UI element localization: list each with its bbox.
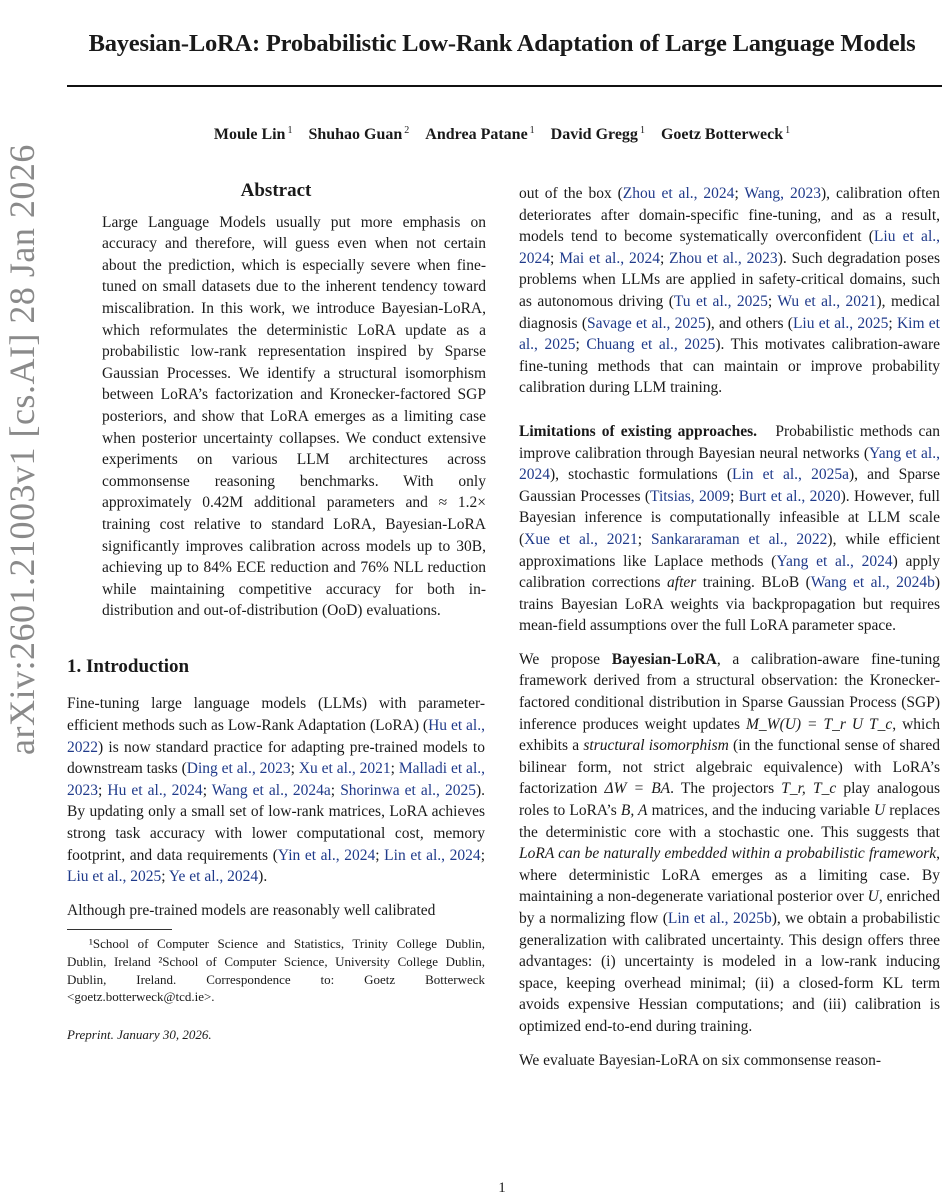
citation-link[interactable]: Wang et al., 2024b: [810, 574, 935, 592]
author: Goetz Botterweck $^1$: [660, 125, 791, 144]
proposal-paragraph: We propose Bayesian-LoRA, a calibration-aware fine-tuning framework derived from a structural observation: the Kronecker-factored conditional distribution in Sparse Gaussian Process (SGP) inference produces weight updates M_W(U) = T_r U T_c, which exhibits a structural isomorphism (in the functional sense of shared bilinear form, not strict algebraic equivalence) with LoRA’s factorization ΔW = BA. The projectors T_r, T_c play analogous roles to LoRA’s B, A matrices, and the inducing variable U replaces the deterministic core with a stochastic one. This suggests that LoRA can be naturally embedded within a probabilistic framework, where deterministic LoRA emerges as a limiting case. By maintaining a non-degenerate variational posterior over U, enriched by a normalizing flow (Lin et al., 2025b), we obtain a probabilistic generalization with calibrated uncertainty. This design offers three advantages: (i) uncertainty is modeled in a low-rank inducing space, keeping overhead minimal; (ii) a closed-form KL term avoids expensive Hessian computations; and (iii) calibration is optimized end-to-end during training.: [519, 650, 941, 1035]
citation-link[interactable]: Mai et al., 2024: [559, 249, 660, 267]
abstract-heading: Abstract: [240, 180, 312, 201]
title-rule: [67, 85, 942, 87]
paragraph-run-in-heading: Limitations of existing approaches.: [519, 422, 758, 440]
section-heading-introduction: 1. Introduction: [67, 655, 190, 677]
left-column: [67, 180, 485, 1045]
math-expression: U: [873, 802, 886, 820]
citation-link[interactable]: Lin et al., 2025a: [731, 466, 849, 484]
citation-link[interactable]: Ye et al., 2024: [168, 868, 259, 886]
evaluation-paragraph-start: We evaluate Bayesian-LoRA on six commonsense reason-: [519, 1051, 882, 1069]
math-expression: M_W(U) = T_r U T_c: [746, 715, 893, 733]
citation-link[interactable]: Zhou et al., 2023: [669, 249, 778, 267]
intro-paragraph-1: Fine-tuning large language models (LLMs) with parameter-efficient methods such as Low-Rank Adaptation (LoRA) (Hu et al., 2022) is now standard practice for adapting pre-trained models to downstream tasks (Ding et al., 2023; Xu et al., 2021; Malladi et al., 2023; Hu et al., 2024; Wang et al., 2024a; Shorinwa et al., 2025). By updating only a small set of low-rank matrices, LoRA achieves strong task accuracy with lower computational cost, memory footprint, and data requirements (Yin et al., 2024; Lin et al., 2024; Liu et al., 2025; Ye et al., 2024).: [67, 695, 485, 886]
math-expression: U: [867, 888, 879, 906]
paper-title: Bayesian-LoRA: Probabilistic Low-Rank Adaptation of Large Language Models: [88, 30, 916, 57]
citation-link[interactable]: Lin et al., 2024: [384, 846, 481, 864]
limitations-paragraph: Limitations of existing approaches. Probabilistic methods can improve calibration through Bayesian neural networks (Yang et al., 2024), stochastic formulations (Lin et al., 2025a), and Sparse Gaussian Processes (Titsias, 2009; Burt et al., 2020). However, full Bayesian inference is computationally infeasible at LLM scale (Xue et al., 2021; Sankararaman et al., 2022), while efficient approximations like Laplace methods (Yang et al., 2024) apply calibration corrections after training. BLoB (Wang et al., 2024b) trains Bayesian LoRA weights via backpropagation but requires mean-field assumptions over the full LoRA parameter space.: [519, 422, 941, 635]
citation-link[interactable]: Titsias, 2009: [650, 487, 731, 505]
citation-link[interactable]: Yin et al., 2024: [277, 846, 376, 864]
citation-link[interactable]: Savage et al., 2025: [587, 314, 706, 332]
affiliation-footnote: ¹School of Computer Science and Statistics, Trinity College Dublin, Dublin, Ireland ²School of Computer Science, University College Dublin, Dublin, Ireland. Correspondence to: Goetz Botterweck <goetz.botterweck@tcd.ie>.: [67, 936, 485, 1005]
right-column: [519, 183, 940, 1083]
citation-link[interactable]: Malladi et al., 2023: [67, 760, 485, 799]
citation-link[interactable]: Hu et al., 2022: [67, 717, 485, 756]
citation-link[interactable]: Liu et al., 2025: [792, 314, 889, 332]
citation-link[interactable]: Xu et al., 2021: [298, 760, 391, 778]
author: Shuhao Guan $^2$: [308, 125, 410, 144]
author: Andrea Patane $^1$: [425, 125, 535, 144]
math-expression: B, A: [620, 802, 648, 820]
citation-link[interactable]: Kim et al., 2025: [519, 314, 940, 354]
citation-link[interactable]: Zhou et al., 2024: [622, 185, 735, 202]
math-expression: ΔW = BA: [604, 780, 671, 798]
page-number: 1: [498, 1180, 506, 1196]
citation-link[interactable]: Lin et al., 2025b: [667, 910, 772, 927]
citation-link[interactable]: Wang et al., 2024a: [211, 781, 331, 799]
citation-link[interactable]: Liu et al., 2025: [67, 868, 162, 886]
intro-paragraph-2-start: Although pre-trained models are reasonably well calibrated: [67, 901, 436, 919]
citation-link[interactable]: Hu et al., 2024: [107, 781, 203, 799]
citation-link[interactable]: Sankararaman et al., 2022: [650, 530, 828, 548]
author: Moule Lin $^1$: [213, 125, 293, 144]
preprint-note: Preprint. January 30, 2026.: [67, 1026, 212, 1042]
citation-link[interactable]: Chuang et al., 2025: [586, 336, 716, 354]
citation-link[interactable]: Liu et al., 2024: [519, 228, 940, 267]
citation-link[interactable]: Burt et al., 2020: [738, 487, 841, 505]
citation-link[interactable]: Yang et al., 2024: [776, 552, 893, 570]
citation-link[interactable]: Xue et al., 2021: [524, 530, 638, 548]
math-expression: T_r, T_c: [781, 780, 837, 798]
footnote-rule: [67, 929, 172, 930]
citation-link[interactable]: Yang et al., 2024: [519, 444, 940, 484]
intro-paragraph-2-continued: out of the box (Zhou et al., 2024; Wang, 2023), calibration often deteriorates after domain-specific fine-tuning, and as a result, models tend to become systematically overconfident (Liu et al., 2024; Mai et al., 2024; Zhou et al., 2023). Such degradation poses problems when LLMs are applied in safety-critical domains, such as autonomous driving (Tu et al., 2025; Wu et al., 2021), medical diagnosis (Savage et al., 2025), and others (Liu et al., 2025; Kim et al., 2025; Chuang et al., 2025). This motivates calibration-aware fine-tuning methods that can maintain or improve probability calibration during LLM training.: [519, 185, 941, 397]
arxiv-identifier-stamp: arXiv:2601.21003v1 [cs.AI] 28 Jan 2026: [2, 144, 42, 755]
author-list: [0, 125, 942, 144]
citation-link[interactable]: Ding et al., 2023: [186, 760, 291, 778]
citation-link[interactable]: Wu et al., 2021: [777, 292, 877, 310]
citation-link[interactable]: Tu et al., 2025: [673, 292, 768, 310]
citation-link[interactable]: Shorinwa et al., 2025: [340, 781, 476, 799]
abstract-body: Large Language Models usually put more emphasis on accuracy and therefore, will guess even when not certain about the prediction, which is especially severe when fine-tuned on small datasets due to the inherent tendency toward miscalibration. In this work, we introduce Bayesian-LoRA, which reformulates the deterministic LoRA update as a probabilistic low-rank representation inspired by Sparse Gaussian Processes. We identify a structural isomorphism between LoRA’s factorization and Kronecker-factored SGP posteriors, and show that LoRA emerges as a limiting case when posterior uncertainty collapses. We conduct extensive experiments on various LLM architectures across commonsense reasoning benchmarks. With only approximately 0.42M additional parameters and ≈ 1.2× training cost relative to standard LoRA, Bayesian-LoRA significantly improves calibration across models up to 30B, achieving up to 84% ECE reduction and 76% NLL reduction while maintaining competitive accuracy for both in-distribution and out-of-distribution (OoD) evaluations.: [102, 213, 486, 620]
author: David Gregg $^1$: [550, 125, 645, 144]
citation-link[interactable]: Wang, 2023: [744, 185, 821, 202]
